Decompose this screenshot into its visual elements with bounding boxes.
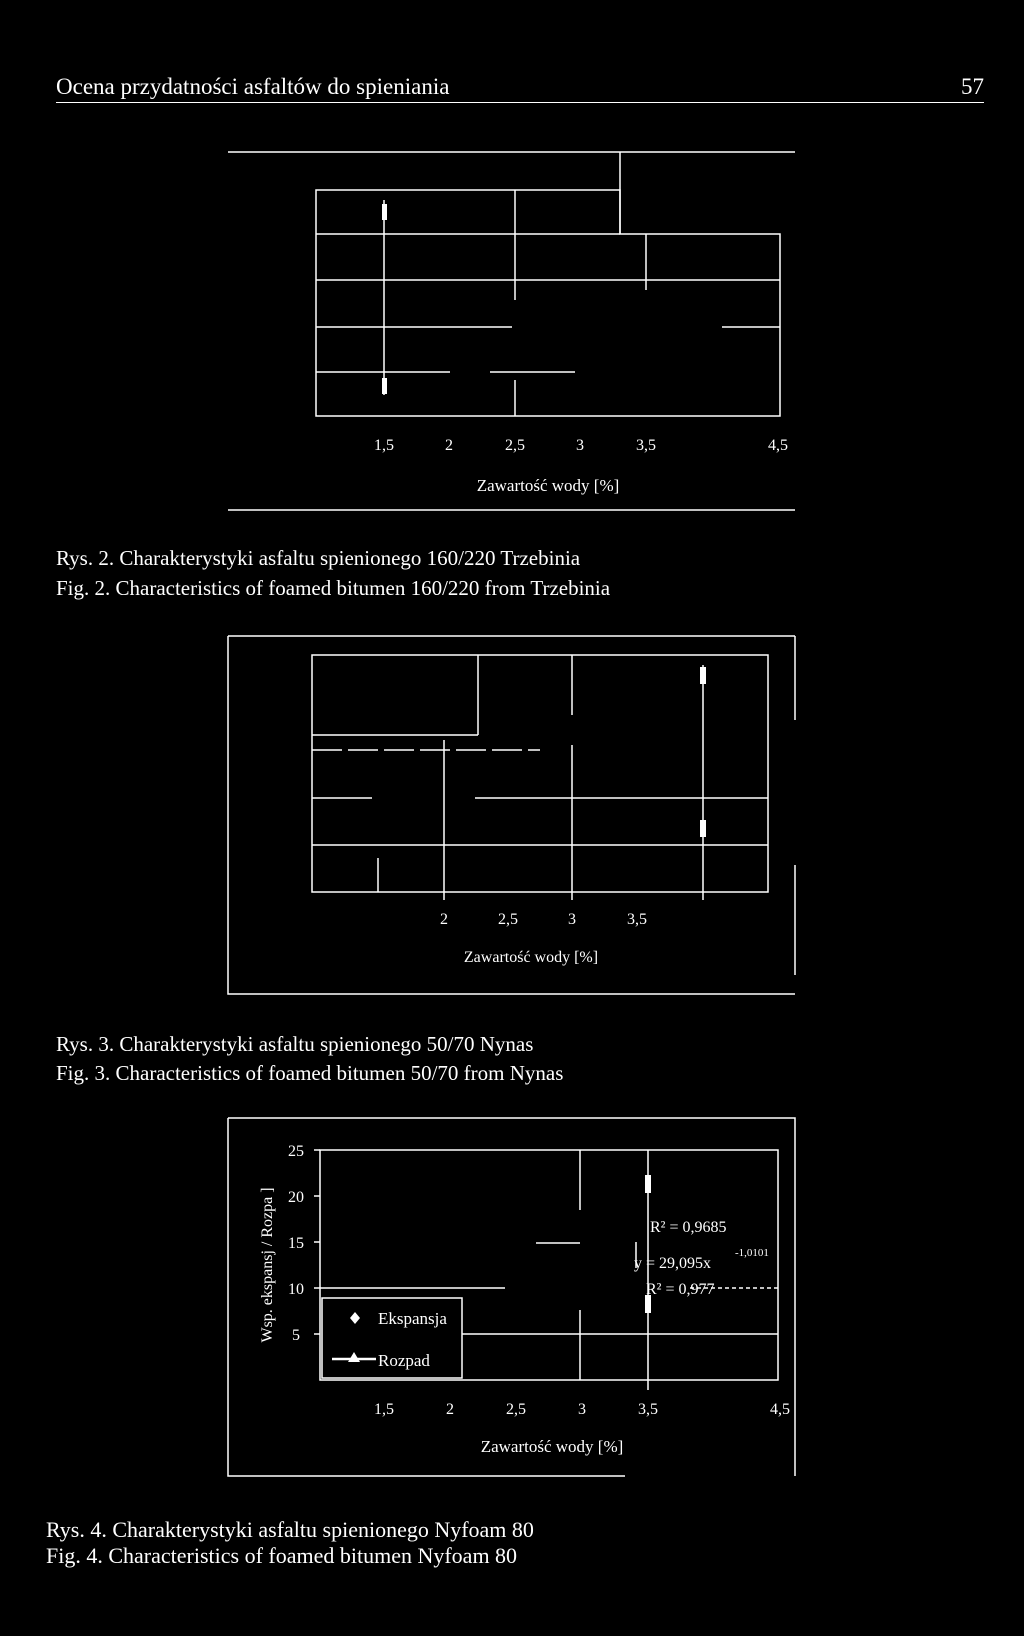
fig4-y-tick-label: 25 xyxy=(288,1143,304,1160)
fig2-data-marker xyxy=(382,378,387,394)
fig4-y-tick-label: 10 xyxy=(288,1281,304,1298)
fig2-x-tick: 4,5 xyxy=(768,437,788,454)
fig3-x-tick: 3 xyxy=(568,911,576,928)
fig3-x-axis-label: Zawartość wody [%] xyxy=(463,949,599,966)
fig3-data-marker xyxy=(700,820,706,837)
fig2-caption-en: Fig. 2. Characteristics of foamed bitumen 160/220 from Trzebinia xyxy=(56,576,611,600)
fig4-x-tick: 3 xyxy=(578,1401,586,1418)
fig3-x-tick: 2 xyxy=(440,911,448,928)
fig2-x-tick: 3 xyxy=(576,437,584,454)
fig4-caption-pl: Rys. 4. Charakterystyki asfaltu spienionego Nyfoam 80 xyxy=(46,1517,534,1542)
fig4-y-tick-label: 15 xyxy=(288,1235,304,1252)
fig4-r2-top: R² = 0,9685 xyxy=(650,1219,727,1236)
fig2-x-tick: 3,5 xyxy=(636,437,656,454)
fig3-plot-area xyxy=(312,655,768,892)
fig3-x-tick: 3,5 xyxy=(627,911,647,928)
legend-rozpad-label: Rozpad xyxy=(378,1351,430,1370)
fig4-x-tick: 4,5 xyxy=(770,1401,790,1418)
fig2-x-tick: 2 xyxy=(445,437,453,454)
fig2-data-marker xyxy=(382,204,387,220)
fig3-caption-pl: Rys. 3. Charakterystyki asfaltu spienionego 50/70 Nynas xyxy=(56,1032,534,1056)
fig2-x-tick: 2,5 xyxy=(505,437,525,454)
fig2-caption-pl: Rys. 2. Charakterystyki asfaltu spienionego 160/220 Trzebinia xyxy=(56,546,581,570)
fig4-caption-en: Fig. 4. Characteristics of foamed bitumen Nyfoam 80 xyxy=(46,1543,518,1568)
fig4-x-tick: 2 xyxy=(446,1401,454,1418)
legend-rozpad-marker-icon xyxy=(348,1352,360,1362)
fig4-equation-exponent: -1,0101 xyxy=(735,1247,769,1259)
header-title: Ocena przydatności asfaltów do spieniania xyxy=(56,74,450,99)
fig3-data-marker xyxy=(700,667,706,684)
fig2-x-axis-label: Zawartość wody [%] xyxy=(476,476,620,495)
fig3-outer-frame xyxy=(228,636,795,994)
legend-ekspansja-label: Ekspansja xyxy=(378,1309,447,1328)
figure-3-chart xyxy=(228,636,795,994)
fig3-x-tick: 2,5 xyxy=(498,911,518,928)
fig4-y-tick-label: 5 xyxy=(292,1327,300,1344)
fig4-r2-bottom: R² = 0,977 xyxy=(646,1281,715,1298)
fig3-caption-en: Fig. 3. Characteristics of foamed bitumen 50/70 from Nynas xyxy=(56,1061,564,1085)
fig4-x-axis-label: Zawartość wody [%] xyxy=(480,1437,624,1456)
figure-2-chart xyxy=(228,152,795,510)
fig4-x-tick: 1,5 xyxy=(374,1401,394,1418)
fig2-x-tick: 1,5 xyxy=(374,437,394,454)
fig4-x-tick: 2,5 xyxy=(506,1401,526,1418)
fig4-x-tick: 3,5 xyxy=(638,1401,658,1418)
fig4-data-marker xyxy=(645,1175,651,1193)
page-number: 57 xyxy=(961,74,984,99)
fig4-y-axis-label: Wsp. ekspansj / Rozpa ] xyxy=(259,1187,276,1343)
legend-ekspansja-marker-icon xyxy=(350,1312,360,1324)
fig4-y-tick-label: 20 xyxy=(288,1189,304,1206)
fig4-equation: y = 29,095x xyxy=(634,1255,712,1272)
